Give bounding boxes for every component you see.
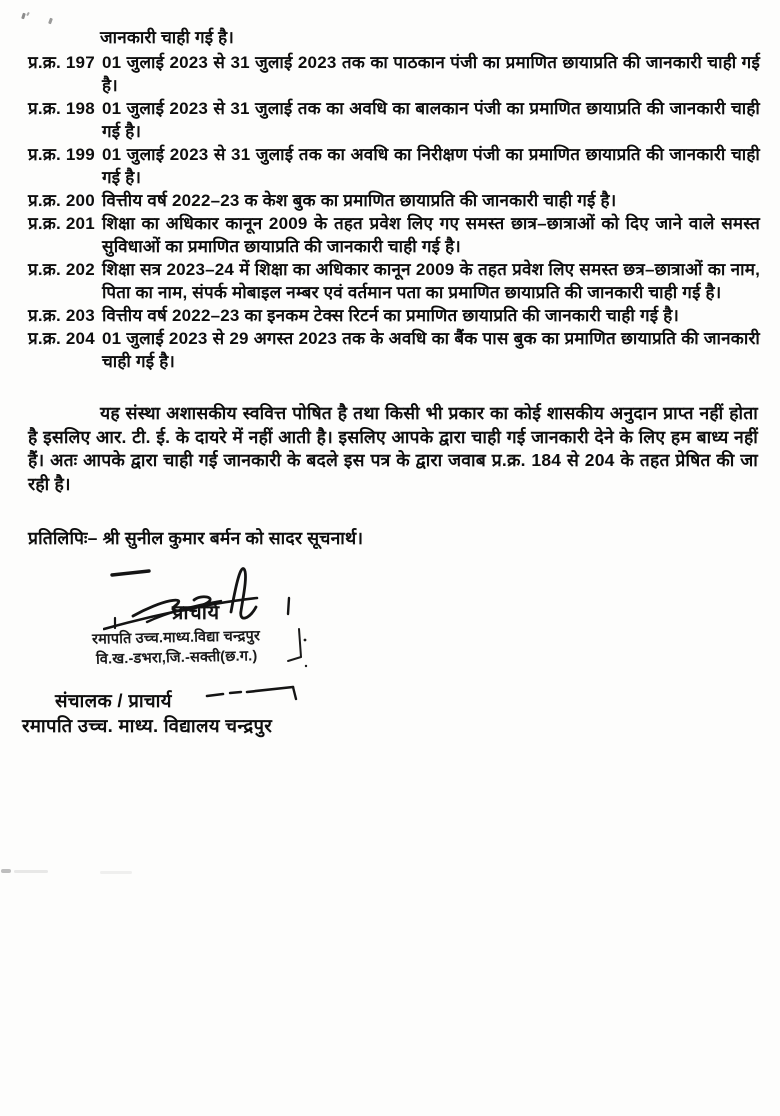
item-number: प्र.क्र. 200 — [28, 191, 95, 210]
item-text: शिक्षा सत्र 2023–24 में शिक्षा का अधिकार कानून 2009 के तहत प्रवेश लिए समस्त छत्र–छात्राओं का नाम, पिता का नाम, संपर्क मोबाइल नम्बर एवं वर्तमान पता का प्रमाणित छायाप्रति की जानकारी चाही गई है। — [102, 260, 760, 302]
continuation-line: जानकारी चाही गई है। — [100, 28, 235, 47]
item-number: प्र.क्र. 201 — [28, 214, 95, 233]
item-number: प्र.क्र. 197 — [28, 53, 95, 72]
stamp-border-mark — [268, 626, 310, 674]
stamp-underline-mark — [205, 679, 305, 705]
item-number: प्र.क्र. 199 — [28, 145, 95, 164]
item-number: प्र.क्र. 198 — [28, 99, 95, 118]
scan-smudge — [14, 870, 48, 873]
stamp-school-name: रमापति उच्च.माध्य.विद्या चन्द्रपुर — [91, 628, 261, 648]
sender-institution: रमापति उच्च. माध्य. विद्यालय चन्द्रपुर — [22, 715, 273, 736]
item-number: प्र.क्र. 202 — [28, 260, 95, 279]
letter-body — [0, 0, 780, 550]
item-text: 01 जुलाई 2023 से 31 जुलाई 2023 तक का पाठकान पंजी का प्रमाणित छायाप्रति की जानकारी चाही गई है। — [102, 53, 760, 95]
list-item — [28, 304, 760, 327]
request-items-list — [28, 51, 760, 373]
list-item — [28, 212, 760, 258]
item-text: वित्तीय वर्ष 2022–23 का इनकम टेक्स रिटर्न का प्रमाणित छायाप्रति की जानकारी चाही गई है। — [102, 306, 680, 325]
item-number: प्र.क्र. 204 — [28, 329, 95, 348]
list-item — [28, 51, 760, 97]
sender-designation: संचालक / प्राचार्य — [55, 690, 172, 711]
scan-smudge — [100, 871, 132, 874]
list-item — [28, 143, 760, 189]
signatory-title: प्राचार्य — [172, 602, 220, 624]
item-text: 01 जुलाई 2023 से 31 जुलाई तक का अवधि का निरीक्षण पंजी का प्रमाणित छायाप्रति की जानकारी चाही गई है। — [102, 145, 760, 187]
item-text: 01 जुलाई 2023 से 31 जुलाई तक का अवधि का बालकान पंजी का प्रमाणित छायाप्रति की जानकारी चाही गई है। — [102, 99, 760, 141]
item-text: वित्तीय वर्ष 2022–23 क केश बुक का प्रमाणित छायाप्रति की जानकारी चाही गई है। — [102, 191, 617, 210]
list-item — [28, 327, 760, 373]
item-text: 01 जुलाई 2023 से 29 अगस्त 2023 तक के अवधि का बैंक पास बुक का प्रमाणित छायाप्रति की जानकारी चाही गई है। — [102, 329, 760, 371]
list-item — [28, 97, 760, 143]
item-text: शिक्षा का अधिकार कानून 2009 के तहत प्रवेश लिए गए समस्त छात्र–छात्राओं को दिए जाने वाले समस्त सुविधाओं का प्रमाणित छायाप्रति की जानकारी चाही गई है। — [102, 214, 760, 256]
list-item — [28, 258, 760, 304]
copy-to-line: प्रतिलिपिः– श्री सुनील कुमार बर्मन को सादर सूचनार्थ। — [28, 528, 364, 548]
scan-smudge — [1, 869, 11, 873]
stamp-block-district: वि.ख.-डभरा,जि.-सक्ती(छ.ग.) — [95, 648, 258, 668]
item-number: प्र.क्र. 203 — [28, 306, 95, 325]
closing-paragraph: यह संस्था अशासकीय स्ववित्त पोषित है तथा किसी भी प्रकार का कोई शासकीय अनुदान प्राप्त नहीं होता है इसलिए आर. टी. ई. के दायरे में नहीं आती है। इसलिए आपके द्वारा चाही गई जानकारी देने के लिए हम बाध्य नहीं हैं। अतः आपके द्वारा चाही गई जानकारी के बदले इस पत्र के द्वारा जवाब प्र.क्र. 184 से 204 के तहत प्रेषित की जा रही है। — [28, 403, 758, 494]
list-item — [28, 189, 760, 212]
